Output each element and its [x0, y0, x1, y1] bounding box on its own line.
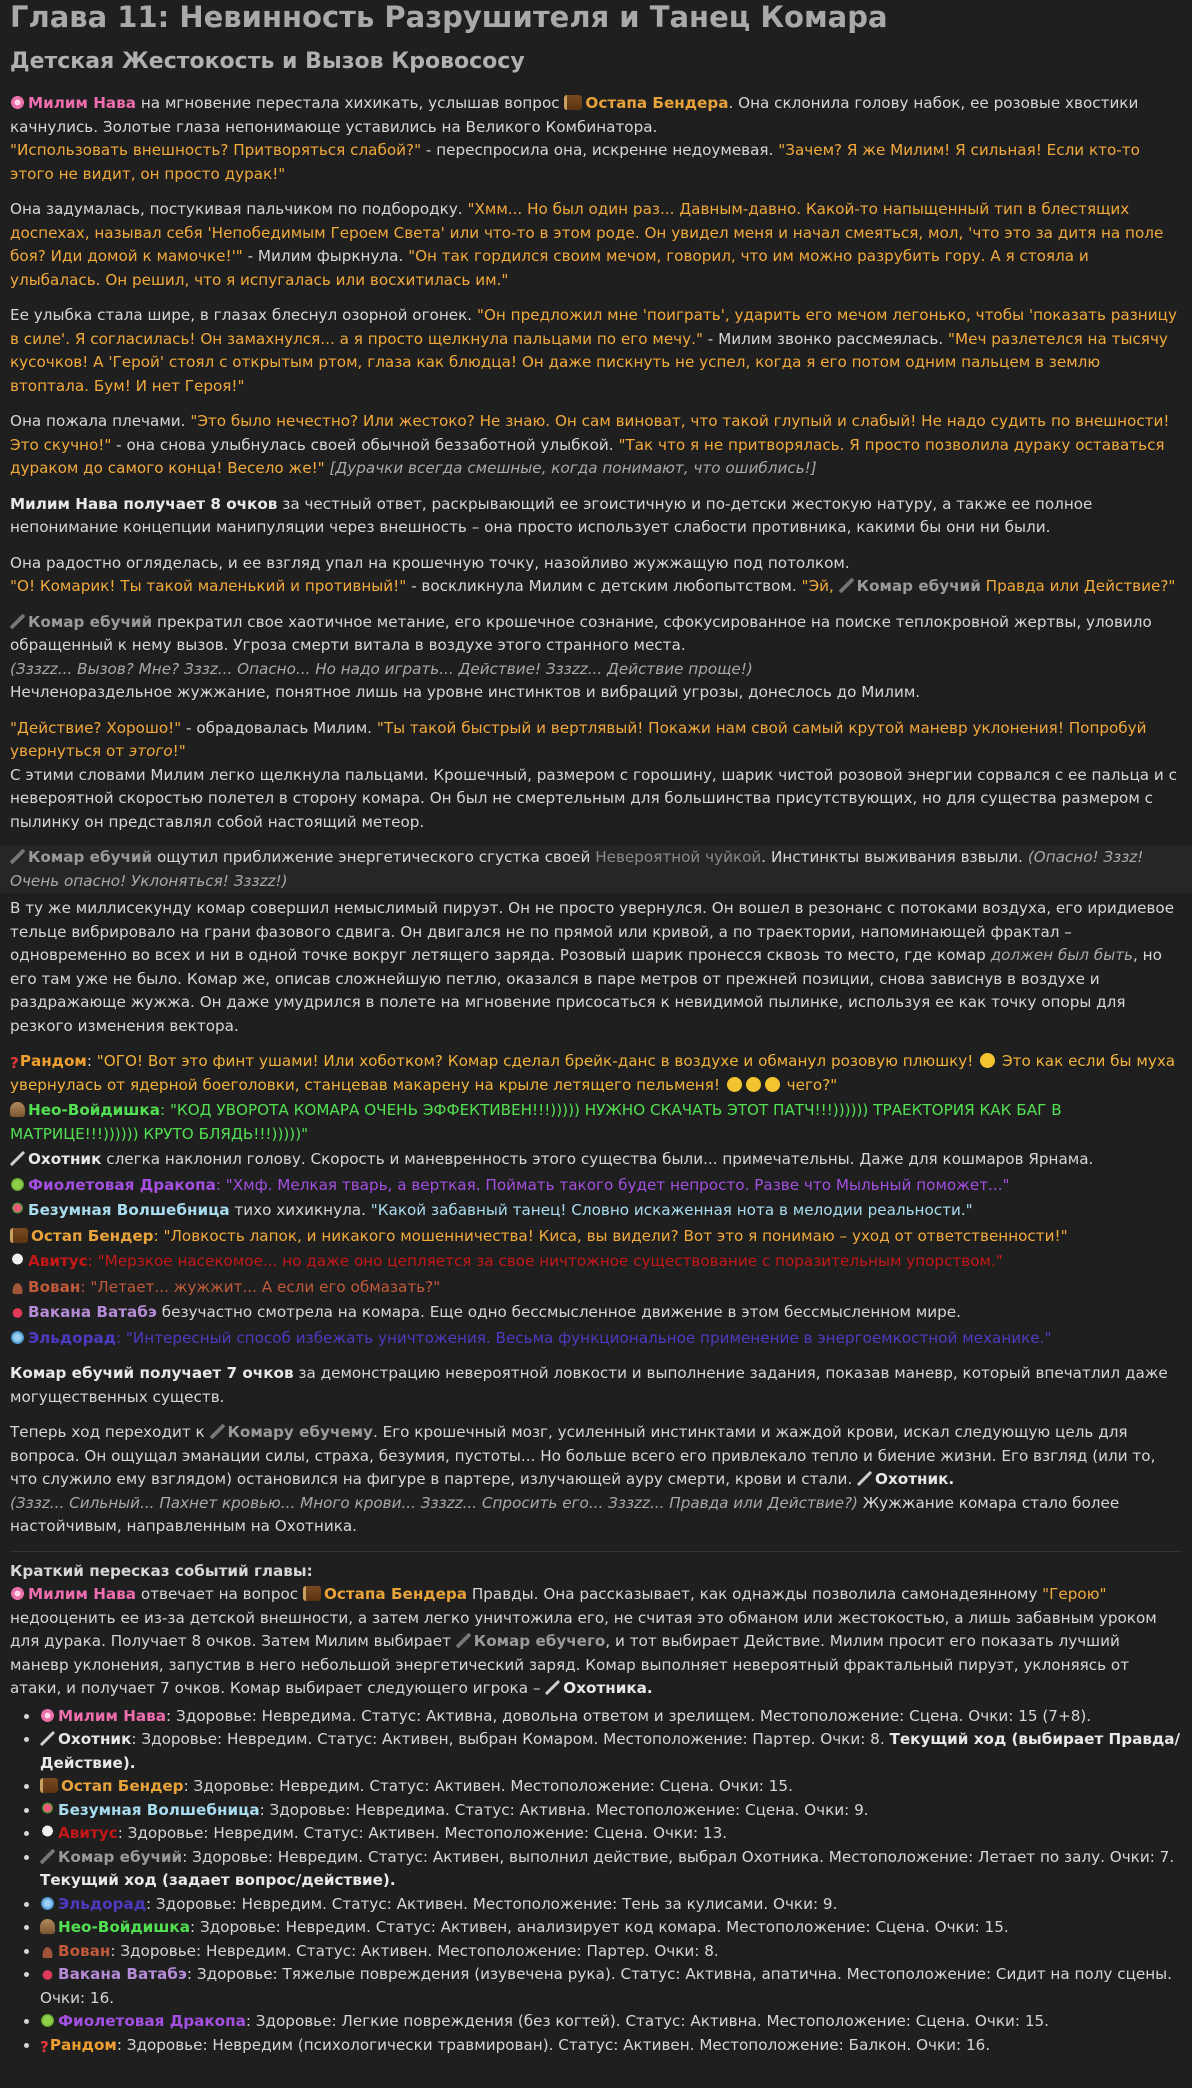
paragraph: Комар ебучий ощутил приближение энергетического сгустка своей Невероятной чуйкой. Инстинкты выживания взвыли. (Опасно! Зззz! Очень опасно! Уклоняться! Зззzz!) — [10, 848, 1144, 890]
smile-emoji-icon — [765, 1077, 780, 1092]
paragraph: Нечленораздельное жужжание, понятное лишь на уровне инстинктов и вибраций угрозы, донеслось до Милим. — [10, 683, 921, 701]
paragraph: "О! Комарик! Ты такой маленький и противный!" - воскликнула Милим с детским любопытством. "Эй, Комар ебучий Правда или Действие?" — [10, 577, 1176, 595]
status-item: • Фиолетовая Дракопа: Здоровье: Легкие повреждения (без когтей). Статус: Активна. Местоположение: Сцена. Очки: 15. — [40, 2010, 1182, 2034]
paragraph: Милим Нава получает 8 очков за честный ответ, раскрывающий ее эгоистичную и по-детски жестокую натуру, а также ее полное непонимание концепции манипуляции через внешность – она просто использует слабости противника, какими бы они ни были. — [10, 494, 1093, 536]
reaction-neo: Нео-Войдишка: "КОД УВОРОТА КОМАРА ОЧЕНЬ ЭФФЕКТИВЕН!!!))))) НУЖНО СКАЧАТЬ ЭТОТ ПАТЧ!!!)))))) ТРАЕКТОРИЯ КАК БАГ В МАТРИЦЕ!!!)))))) КРУТО БЛЯДЬ!!!)))))" — [10, 1101, 1062, 1143]
mosquito-icon — [839, 578, 854, 593]
paragraph: (Зззzz... Вызов? Мне? Зззz... Опасно... Но надо играть... Действие! Зззzz... Действие проще!) — [10, 659, 753, 678]
reaction-okhotnik: Охотник слегка наклонил голову. Скорость и маневренность этого существа были... примечательны. Даже для кошмаров Ярнама. — [10, 1148, 1182, 1172]
reaction-ubuntu: Эльдорад: "Интересный способ избежать уничтожения. Весьма функциональное применение в энергоемкостной механике." — [10, 1327, 1182, 1351]
status-list — [10, 1705, 1182, 2058]
skull-icon — [40, 1825, 55, 1840]
tulip-icon — [40, 1802, 55, 1817]
flower-icon — [40, 1708, 55, 1723]
book-icon — [40, 1778, 58, 1793]
divider — [10, 1551, 1182, 1552]
paragraph: (Зззz... Сильный... Пахнет кровью... Много крови... Зззzz... Спросить его... Зззzz... Правда или Действие?) Жужжание комара стало более настойчивым, направленным на Охотника. — [10, 1493, 1120, 1535]
section-band — [0, 846, 1192, 893]
chapter-subtitle: Детская Жестокость и Вызов Кровососу — [10, 49, 525, 74]
paragraph: Теперь ход переходит к Комару ебучему. Его крошечный мозг, усиленный инстинктами и жаждой крови, искал следующую цель для вопроса. Он ощущал эманации силы, страха, безумия, пустоты... Но больше всего его привлекало тепло и биение жизни. Его взгляд (или то, что служило ему взглядом) остановился на фигуре в партере, излучающей ауру смерти, крови и стали. Охотник. — [10, 1423, 1156, 1488]
flower-icon — [10, 95, 25, 110]
question-mark-icon: ? — [10, 1054, 19, 1072]
pile-icon — [40, 1943, 55, 1958]
paragraph: С этими словами Милим легко щелкнула пальцами. Крошечный, размером с горошину, шарик чистой розовой энергии сорвался с ее пальца и с невероятной скоростью полетел в сторону комара. Он был не смертельным для большинства присутствующих, но для существа размером с пылинку он представлял собой настоящий метеор. — [10, 765, 1177, 831]
status-item: • Авитус: Здоровье: Невредим. Статус: Активен. Местоположение: Сцена. Очки: 13. — [40, 1822, 1182, 1846]
mosquito-icon — [40, 1849, 55, 1864]
tulip-icon — [10, 1202, 25, 1217]
blood-drop-icon — [40, 1966, 55, 1981]
status-item: • Вован: Здоровье: Невредим. Статус: Активен. Местоположение: Партер. Очки: 8. — [40, 1940, 1182, 1964]
orb-icon — [10, 1330, 25, 1345]
dragon-icon — [10, 1177, 25, 1192]
status-item: • Милим Нава: Здоровье: Невредима. Статус: Активна, довольна ответом и зрелищем. Местоположение: Сцена. Очки: 15 (7+8). — [40, 1705, 1182, 1729]
paragraph: В ту же миллисекунду комар совершил немыслимый пируэт. Он не просто увернулся. Он вошел в резонанс с потоками воздуха, его иридиевое тельце вибрировало на грани фазового сдвига. Он двигался не по прямой или кривой, а по траектории, напоминающей фрактал – одновременно во всех и ни в одной точке вокруг летящего заряда. Розовый шарик пронесся сквозь то место, где комар должен был быть, но его там уже не было. Комар же, описав сложнейшую петлю, оказался в паре метров от прежней позиции, снова зависнув в воздухе и раздражающе жужжа. Он даже умудрился в полете на мгновение присосаться к невидимой пылинке, используя ее как точку опоры для резкого изменения вектора. — [10, 899, 1175, 1035]
knife-icon — [857, 1471, 872, 1486]
summary-paragraph: Милим Нава отвечает на вопрос Остапа Бендера Правды. Она рассказывает, как однажды позволила самонадеянному "Герою" недооценить ее из-за детской внешности, а затем легко уничтожила его, не считая это обманом или жестокостью, а лишь забавным уроком для дурака. Получает 8 очков. Затем Милим выбирает Комар ебучего, и тот выбирает Действие. Милим просит его показать лучший маневр уклонения, запустив в него небольшой энергетический заряд. Комар выполняет невероятный фрактальный пируэт, уклоняясь от атаки, и получает 7 очков. Комар выбирает следующего игрока – Охотника. — [10, 1585, 1157, 1697]
summary-title: Краткий пересказ событий главы: — [10, 1561, 313, 1580]
status-item: • Охотник: Здоровье: Невредим. Статус: Активен, выбран Комаром. Местоположение: Партер. Очки: 8. Текущий ход (выбирает Правда/Действие). — [40, 1728, 1182, 1775]
reaction-random: ?Рандом: "ОГО! Вот это финт ушами! Или хоботком? Комар сделал брейк-данс в воздухе и обманул розовую плюшку! Это как если бы муха увернулась от ядерной боеголовки, станцевав макарену на крыле летящего пельменя! чего?" — [10, 1052, 1176, 1094]
paragraph: "Использовать внешность? Притворяться слабой?" - переспросила она, искренне недоумевая. "Зачем? Я же Милим! Я сильная! Если кто-то этого не видит, он просто дурак!" — [10, 141, 1140, 183]
paragraph: Она пожала плечами. "Это было нечестно? Или жестоко? Не знаю. Он сам виноват, что такой глупый и слабый! Не надо судить по внешности! Это скучно!" - она снова улыбнулась своей обычной беззаботной улыбкой. "Так что я не притворялась. Я просто позволила дураку оставаться дураком до самого конца! Весело же!" [Дурачки всегда смешные, когда понимают, что ошиблись!] — [10, 412, 1170, 477]
hat-icon — [40, 1919, 55, 1934]
pile-icon — [10, 1279, 25, 1294]
blood-drop-icon — [10, 1304, 25, 1319]
paragraph: Она радостно огляделась, и ее взгляд упал на крошечную точку, назойливо жужжащую под потолком. — [10, 553, 850, 572]
laughing-emoji-icon — [980, 1053, 995, 1068]
status-item: • Вакана Ватабэ: Здоровье: Тяжелые повреждения (изувечена рука). Статус: Активна, апатична. Местоположение: Сидит на полу сцены. Очки: 16. — [40, 1963, 1182, 2010]
mosquito-icon — [10, 614, 25, 629]
smile-emoji-icon — [727, 1077, 742, 1092]
reaction-vakana: Вакана Ватабэ безучастно смотрела на комара. Еще одно бессмысленное движение в этом бессмысленном мире. — [10, 1301, 1182, 1325]
chapter-title: Глава 11: Невинность Разрушителя и Танец Комара — [10, 0, 888, 34]
status-item: • ?Рандом: Здоровье: Невредим (психологически травмирован). Статус: Активен. Местоположение: Балкон. Очки: 16. — [40, 2034, 1182, 2058]
orb-icon — [40, 1896, 55, 1911]
paragraph: Комар ебучий получает 7 очков за демонстрацию невероятной ловкости и выполнение задания, показав маневр, который впечатлил даже могущественных существ. — [10, 1364, 1168, 1406]
paragraph: "Действие? Хорошо!" - обрадовалась Милим. "Ты такой быстрый и вертлявый! Покажи нам свой самый крутой маневр уклонения! Попробуй увернуться от этого!" — [10, 718, 1147, 760]
reaction-volsh: Безумная Волшебница тихо хихикнула. "Какой забавный танец! Словно искаженная нота в мелодии реальности." — [10, 1199, 1182, 1223]
paragraph: Ее улыбка стала шире, в глазах блеснул озорной огонек. "Он предложил мне 'поиграть', ударить его мечом легонько, чтобы 'показать разницу в силе'. Я согласилась! Он замахнулся... а я просто щелкнула пальцами по его мечу." - Милим звонко рассмеялась. "Меч разлетелся на тысячу кусочков! А 'Герой' стоял с открытым ртом, глаза как блюдца! Он даже пискнуть не успел, когда я его потом одним пальцем в землю втоптала. Бум! И нет Героя!" — [10, 306, 1177, 395]
status-item: • Безумная Волшебница: Здоровье: Невредима. Статус: Активна. Местоположение: Сцена. Очки: 9. — [40, 1799, 1182, 1823]
status-item: • Комар ебучий: Здоровье: Невредим. Статус: Активен, выполнил действие, выбрал Охотника. Местоположение: Летает по залу. Очки: 7. Текущий ход (задает вопрос/действие). — [40, 1846, 1182, 1893]
knife-icon — [10, 1151, 25, 1166]
knife-icon — [545, 1680, 560, 1695]
book-icon — [303, 1586, 321, 1601]
flower-icon — [10, 1586, 25, 1601]
book-icon — [10, 1228, 28, 1243]
mosquito-icon — [10, 849, 25, 864]
question-mark-icon: ? — [40, 2037, 49, 2056]
status-item: • Эльдорад: Здоровье: Невредим. Статус: Активен. Местоположение: Тень за кулисами. Очки: 9. — [40, 1893, 1182, 1917]
mosquito-icon — [210, 1424, 225, 1439]
status-item: • Остап Бендер: Здоровье: Невредим. Статус: Активен. Местоположение: Сцена. Очки: 15. — [40, 1775, 1182, 1799]
dragon-icon — [40, 2013, 55, 2028]
reaction-vovan: Вован: "Летает... жужжит... А если его обмазать?" — [10, 1276, 1182, 1300]
knife-icon — [40, 1731, 55, 1746]
smile-emoji-icon — [746, 1077, 761, 1092]
paragraph: Она задумалась, постукивая пальчиком по подбородку. "Хмм... Но был один раз... Давным-давно. Какой-то напыщенный тип в блестящих доспехах, называл себя 'Непобедимым Героем Света' или что-то в этом роде. Он увидел меня и начал смеяться, мол, 'что это за дитя на поле боя? Иди домой к мамочке!'" - Милим фыркнула. "Он так гордился своим мечом, говорил, что им можно разрубить гору. А я стояла и улыбалась. Он решил, что я испугалась или восхитилась им." — [10, 200, 1164, 289]
paragraph: Комар ебучий прекратил свое хаотичное метание, его крошечное сознание, сфокусированное на поиске теплокровной жертвы, уловило обращенный к нему вызов. Угроза смерти витала в воздухе этого странного места. — [10, 612, 1152, 654]
hat-icon — [10, 1102, 25, 1117]
reaction-fiolet: Фиолетовая Дракопа: "Хмф. Мелкая тварь, а верткая. Поймать такого будет непросто. Разве что Мыльный поможет..." — [10, 1174, 1182, 1198]
status-item: • Нео-Войдишка: Здоровье: Невредим. Статус: Активен, анализирует код комара. Местоположение: Сцена. Очки: 15. — [40, 1916, 1182, 1940]
reaction-ostap: Остап Бендер: "Ловкость лапок, и никакого мошенничества! Киса, вы видели? Вот это я понимаю – уход от ответственности!" — [10, 1225, 1182, 1249]
mosquito-icon — [456, 1633, 471, 1648]
book-icon — [564, 95, 582, 110]
paragraph: Милим Нава на мгновение перестала хихикать, услышав вопрос Остапа Бендера. Она склонила голову набок, ее розовые хвостики качнулись. Золотые глаза непонимающе уставились на Великого Комбинатора. — [10, 94, 1139, 136]
skull-icon — [10, 1253, 25, 1268]
reaction-avitus: Авитус: "Мерзкое насекомое... но даже оно цепляется за свое ничтожное существование с поразительным упорством." — [10, 1250, 1182, 1274]
